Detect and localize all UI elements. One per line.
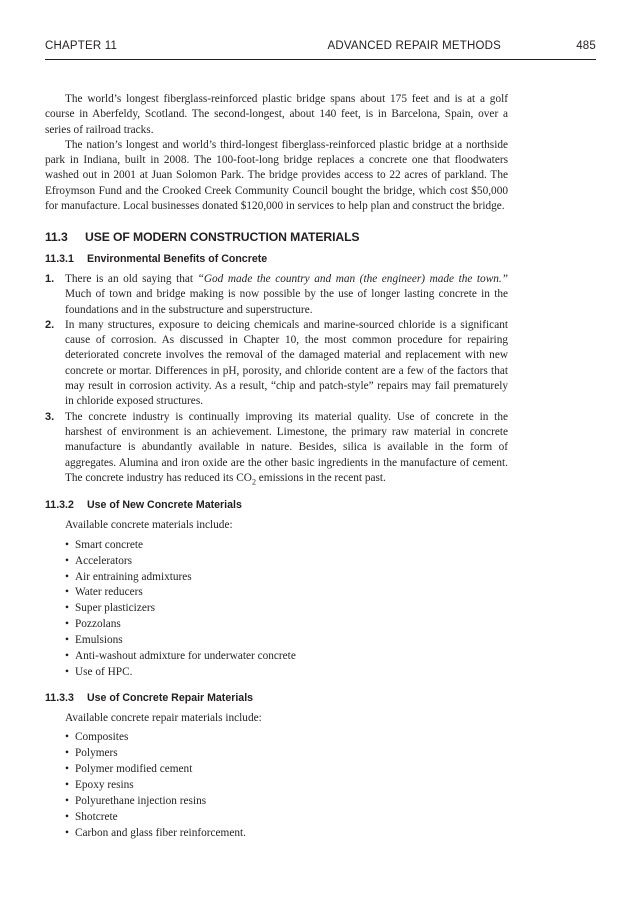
running-header <box>45 40 596 58</box>
bullet-item: • Carbon and glass fiber reinforcement. <box>65 826 508 842</box>
bullet-item: • Use of HPC. <box>65 665 508 681</box>
list-item <box>45 318 508 410</box>
page-body <box>45 92 508 852</box>
bullet-item: • Smart concrete <box>65 538 508 554</box>
subsection-title: Use of Concrete Repair Materials <box>87 691 254 704</box>
list-text: Much of town and bridge making is now possible by the use of longer lasting concrete in the foundations and in the substructure and superstructure. <box>65 288 508 316</box>
list-intro: Available concrete materials include: <box>65 519 233 532</box>
bullet-item: • Shotcrete <box>65 810 508 826</box>
bullet-item: • Epoxy resins <box>65 778 508 794</box>
bullet-item: • Emulsions <box>65 633 508 649</box>
quote: “God made the country and man (the engineer) made the town.” <box>197 272 508 285</box>
subsection-number: 11.3.1 <box>45 252 74 265</box>
list-text: The concrete industry is continually improving its material quality. Use of concrete in the harshest of environment is an achievement. Limestone, the primary raw material in concrete manufacture is abundantly available in nature. Besides, silica is available in the form of aggregates. Alumina and iron oxide are the other basic ingredients in the manufacture of cement. The concrete industry has reduced its CO <box>65 410 508 484</box>
subsection-heading <box>45 691 508 706</box>
bullet-item: • Anti-washout admixture for underwater concrete <box>65 649 508 665</box>
bullet-item: • Polymer modified cement <box>65 762 508 778</box>
subsection-number: 11.3.3 <box>45 691 74 704</box>
bullet-item: • Composites <box>65 730 508 746</box>
subsection-title: Environmental Benefits of Concrete <box>87 252 268 265</box>
list-text: emissions in the recent past. <box>255 471 386 484</box>
section-number: 11.3 <box>45 230 68 245</box>
subsection-heading <box>45 252 508 267</box>
paragraph: The nation’s longest and world’s third-longest fiberglass-reinforced plastic bridge at a northside park in Indiana, built in 2008. The 100-foot-long bridge replaces a concrete one that floodwaters washed out in 2001 at Juan Solomon Park. The bridge provides access to 22 acres of parkland. The Efroymson Fund and the Crooked Creek Community Council bought the bridge, which cost $50,000 for manufacture. Local businesses donated $120,000 in services to help plan and construct the bridge. <box>45 138 508 213</box>
subsection-heading <box>45 498 508 513</box>
list-item <box>45 410 508 486</box>
list-text: There is an old saying that <box>65 272 198 285</box>
list-marker: 2. <box>45 318 55 331</box>
bullet-item: • Polyurethane injection resins <box>65 794 508 810</box>
bullet-list <box>65 538 508 681</box>
list-item <box>45 272 508 318</box>
list-marker: 3. <box>45 410 55 423</box>
subsection-title: Use of New Concrete Materials <box>87 499 242 512</box>
section-heading <box>45 230 508 245</box>
subsection-number: 11.3.2 <box>45 499 74 512</box>
list-marker: 1. <box>45 272 55 285</box>
list-text: In many structures, exposure to deicing chemicals and marine-sourced chloride is a significant cause of corrosion. As discussed in Chapter 10, the most common procedure for repairing deteriorated concrete involves the removal of the damaged material and replacement with new concrete or mortar. Differences in pH, porosity, and chloride content are a few of the factors that may result in corrosion activity. As a result, “chip and patch-style” repairs may fail prematurely in chloride exposed structures. <box>65 318 508 408</box>
numbered-list <box>45 272 508 486</box>
bullet-item: • Super plasticizers <box>65 601 508 617</box>
page-number: 485 <box>576 40 596 52</box>
subscript: 2 <box>251 477 256 487</box>
running-title: ADVANCED REPAIR METHODS <box>327 40 501 52</box>
bullet-item: • Water reducers <box>65 585 508 601</box>
bullet-item: • Air entraining admixtures <box>65 570 508 586</box>
bullet-list <box>65 730 508 841</box>
section-title: USE OF MODERN CONSTRUCTION MATERIALS <box>85 230 360 245</box>
header-rule <box>45 59 596 60</box>
bullet-item: • Accelerators <box>65 554 508 570</box>
list-intro: Available concrete repair materials include: <box>65 712 262 725</box>
bullet-item: • Polymers <box>65 746 508 762</box>
chapter-label: CHAPTER 11 <box>45 40 118 52</box>
paragraph: The world’s longest fiberglass-reinforced plastic bridge spans about 175 feet and is at a golf course in Aberfeldy, Scotland. The second-longest, about 140 feet, is in Barcelona, Spain, over a series of railroad tracks. <box>45 93 508 136</box>
bullet-item: • Pozzolans <box>65 617 508 633</box>
